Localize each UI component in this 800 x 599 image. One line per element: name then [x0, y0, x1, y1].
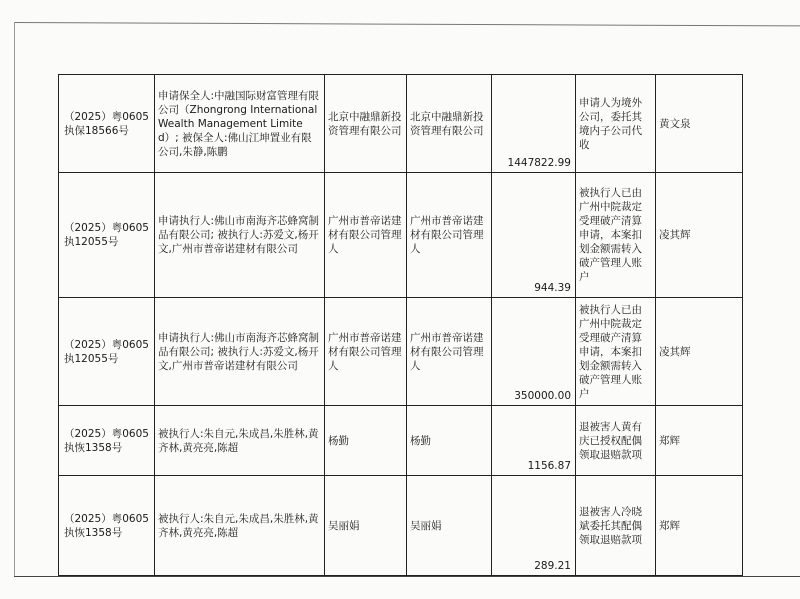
payee-cell: 北京中融鼎新投资管理有限公司	[325, 75, 407, 173]
note-cell: 退被害人冷晓斌委托其配偶领取退赔款项	[576, 476, 656, 576]
note-cell: 被执行人已由广州中院裁定受理破产清算申请，本案扣划金额需转入破产管理人账户	[576, 298, 656, 406]
amount-cell: 944.39	[492, 173, 576, 298]
parties-cell: 申请执行人:佛山市南海齐芯蜂窝制品有限公司; 被执行人:苏爱文,杨开文,广州市普帝诺建材有限公司	[155, 298, 325, 406]
account-name-cell: 北京中融鼎新投资管理有限公司	[407, 75, 492, 173]
payee-cell: 广州市普帝诺建材有限公司管理人	[325, 298, 407, 406]
note-cell: 退被害人黄有庆已授权配偶领取退赔款项	[576, 406, 656, 476]
parties-cell: 被执行人:朱自元,朱成昌,朱胜林,黄齐林,黄亮亮,陈超	[155, 406, 325, 476]
judge-cell: 凌其辉	[656, 173, 743, 298]
payee-cell: 广州市普帝诺建材有限公司管理人	[325, 173, 407, 298]
amount-cell: 350000.00	[492, 298, 576, 406]
account-name-cell: 杨勤	[407, 406, 492, 476]
case-number-cell: （2025）粤0605执保18566号	[59, 75, 155, 173]
amount-cell: 289.21	[492, 476, 576, 576]
case-number-cell: （2025）粤0605执恢1358号	[59, 476, 155, 576]
parties-cell: 申请执行人:佛山市南海齐芯蜂窝制品有限公司; 被执行人:苏爱文,杨开文,广州市普帝诺建材有限公司	[155, 173, 325, 298]
payee-cell: 杨勤	[325, 406, 407, 476]
table-row	[59, 173, 743, 298]
judge-cell: 黄文泉	[656, 75, 743, 173]
table-row	[59, 75, 743, 173]
note-cell: 被执行人已由广州中院裁定受理破产清算申请，本案扣划金额需转入破产管理人账户	[576, 173, 656, 298]
judge-cell: 凌其辉	[656, 298, 743, 406]
case-number-cell: （2025）粤0605执恢1358号	[59, 406, 155, 476]
account-name-cell: 广州市普帝诺建材有限公司管理人	[407, 298, 492, 406]
table-row	[59, 298, 743, 406]
refund-table	[58, 74, 743, 576]
account-name-cell: 广州市普帝诺建材有限公司管理人	[407, 173, 492, 298]
payee-cell: 吴丽娟	[325, 476, 407, 576]
parties-cell: 被执行人:朱自元,朱成昌,朱胜林,黄齐林,黄亮亮,陈超	[155, 476, 325, 576]
note-cell: 申请人为境外公司，委托其境内子公司代收	[576, 75, 656, 173]
account-name-cell: 吴丽娟	[407, 476, 492, 576]
table-row	[59, 406, 743, 476]
page-top-edge	[14, 22, 800, 26]
parties-cell: 申请保全人:中融国际财富管理有限公司（Zhongrong International Wealth Management Limited）; 被保全人:佛山江坤置业有限公司,朱静,陈鹏	[155, 75, 325, 173]
amount-cell: 1447822.99	[492, 75, 576, 173]
page-left-edge	[14, 22, 15, 576]
page-bottom-edge	[14, 576, 800, 577]
case-number-cell: （2025）粤0605执12055号	[59, 173, 155, 298]
judge-cell: 郑辉	[656, 406, 743, 476]
table-row	[59, 476, 743, 576]
judge-cell: 郑辉	[656, 476, 743, 576]
case-number-cell: （2025）粤0605执12055号	[59, 298, 155, 406]
amount-cell: 1156.87	[492, 406, 576, 476]
